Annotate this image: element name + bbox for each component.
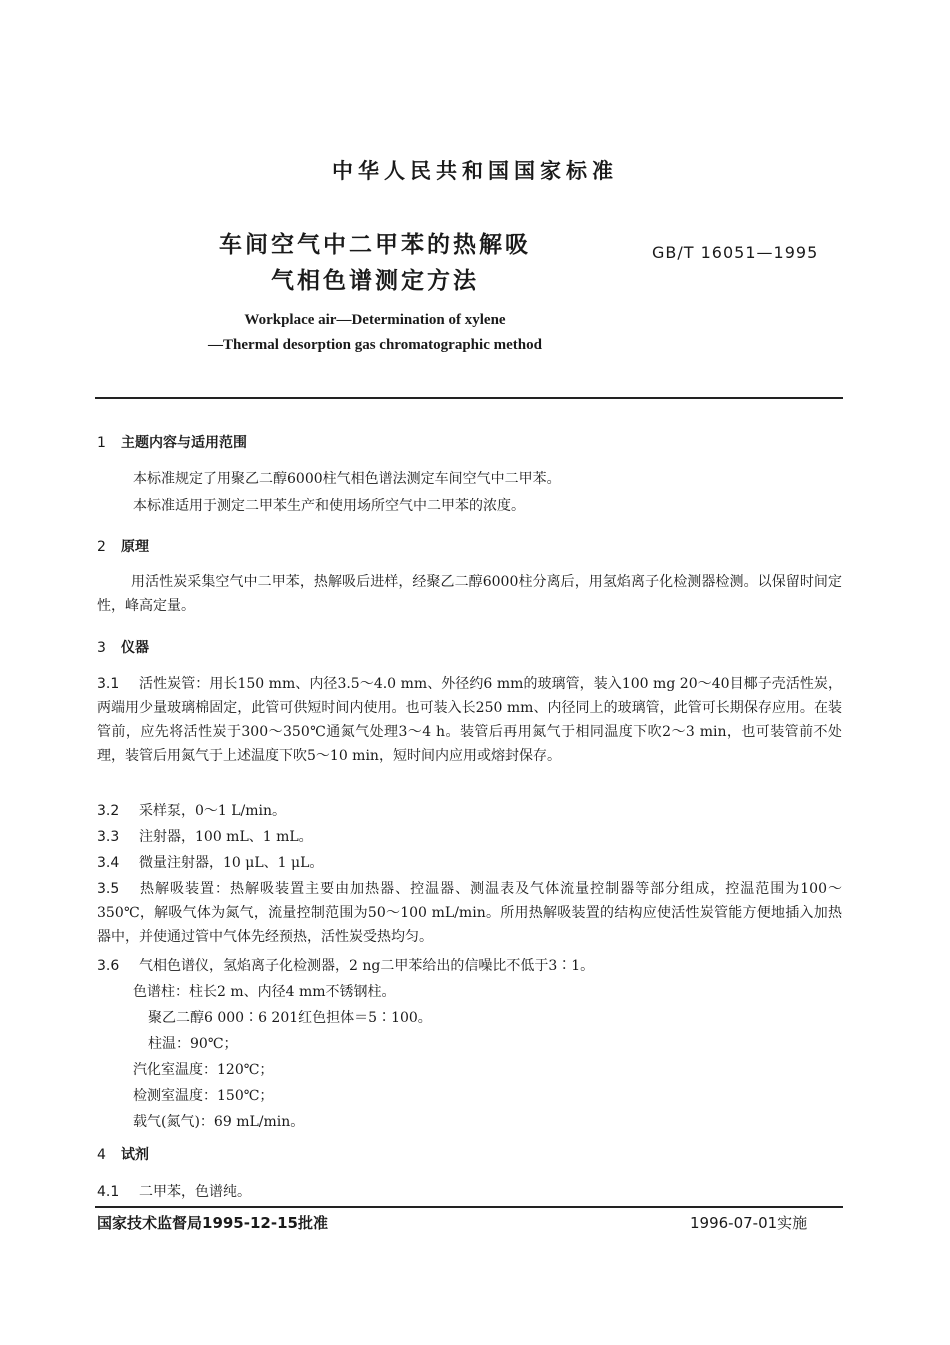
clause-3-6-vaporizer-temp: 汽化室温度：120℃； [133,1062,274,1078]
clause-3-6-packing: 聚乙二醇6 000∶6 201红色担体＝5∶100。 [148,1010,432,1026]
section-1-paragraph-2: 本标准适用于测定二甲苯生产和使用场所空气中二甲苯的浓度。 [133,498,525,514]
clause-4-1-number: 4.1 [97,1184,120,1200]
clause-3-4-number: 3.4 [97,855,120,871]
standard-number: GB/T 16051—1995 [652,243,819,262]
section-4-title: 试剂 [121,1147,149,1163]
title-en-line2: —Thermal desorption gas chromatographic method [208,337,542,353]
section-4-heading [97,1144,149,1164]
section-4-number: 4 [97,1147,106,1163]
clause-3-6-carrier-gas: 载气(氮气)：69 mL/min。 [133,1114,305,1130]
section-2-number: 2 [97,539,106,555]
clause-3-1-text: 活性炭管：用长150 mm、内径3.5～4.0 mm、外径约6 mm的玻璃管，装入100 mg 20～40目椰子壳活性炭，两端用少量玻璃棉固定，此管可供短时间内使用。也可装入长250 mm、内径同上的玻璃管，此管可长期保存应用。在装管前，应先将活性炭于300～350℃通氮气处理3～4 h。装管后再用氮气于相同温度下吹2～3 min，也可装管前不处理，装管后用氮气于上述温度下吹5～10 min，短时间内应用或熔封保存。 [97,676,842,764]
clause-3-5-number: 3.5 [97,881,120,897]
title-cn-line2: 气相色谱测定方法 [271,268,479,294]
clause-3-6-detector-temp: 检测室温度：150℃； [133,1088,274,1104]
title-cn-line1: 车间空气中二甲苯的热解吸 [219,232,531,258]
clause-3-2-number: 3.2 [97,803,120,819]
clause-3-1-number: 3.1 [97,676,120,692]
section-1-number: 1 [97,435,106,451]
title-en-line1: Workplace air—Determination of xylene [244,312,506,328]
clause-3-2 [97,799,842,823]
clause-3-4 [97,851,842,875]
clause-3-3-number: 3.3 [97,829,120,845]
clause-3-3-text: 注射器，100 mL、1 mL。 [139,829,313,845]
clause-3-5 [97,877,842,949]
header-rule [95,397,843,399]
footer-rule [95,1206,843,1208]
section-2-heading [97,536,149,556]
clause-3-5-text: 热解吸装置：热解吸装置主要由加热器、控温器、测温表及气体流量控制器等部分组成，控温范围为100～350℃，解吸气体为氮气，流量控制范围为50～100 mL/min。所用热解吸装置的结构应使活性炭管能方便地插入加热器中，并使通过管中气体先经预热，活性炭受热均匀。 [97,881,842,945]
clause-3-6-column: 色谱柱：柱长2 m、内径4 mm不锈钢柱。 [133,984,396,1000]
national-standard-heading: 中华人民共和国国家标准 [332,159,618,183]
clause-4-1-text: 二甲苯，色谱纯。 [139,1184,251,1200]
clause-3-3 [97,825,842,849]
clause-3-1 [97,672,842,768]
clause-3-6 [97,954,842,978]
section-3-heading [97,637,149,657]
clause-3-6-column-temp: 柱温：90℃； [148,1036,238,1052]
clause-3-6-number: 3.6 [97,958,120,974]
implementation-date: 1996-07-01实施 [690,1214,808,1232]
section-1-title: 主题内容与适用范围 [121,435,247,451]
section-3-number: 3 [97,640,106,656]
clause-4-1 [97,1180,842,1204]
approval-date: 国家技术监督局1995-12-15批准 [97,1214,328,1232]
clause-3-4-text: 微量注射器，10 μL、1 μL。 [139,855,324,871]
section-2-paragraph-1: 用活性炭采集空气中二甲苯，热解吸后进样，经聚乙二醇6000柱分离后，用氢焰离子化检测器检测。以保留时间定性，峰高定量。 [97,574,842,614]
section-3-title: 仪器 [121,640,149,656]
clause-3-2-text: 采样泵，0～1 L/min。 [139,803,287,819]
section-2-title: 原理 [121,539,149,555]
section-1-heading [97,432,247,452]
section-1-paragraph-1: 本标准规定了用聚乙二醇6000柱气相色谱法测定车间空气中二甲苯。 [133,471,561,487]
clause-3-6-text: 气相色谱仪，氢焰离子化检测器，2 ng二甲苯给出的信噪比不低于3∶1。 [139,958,595,974]
